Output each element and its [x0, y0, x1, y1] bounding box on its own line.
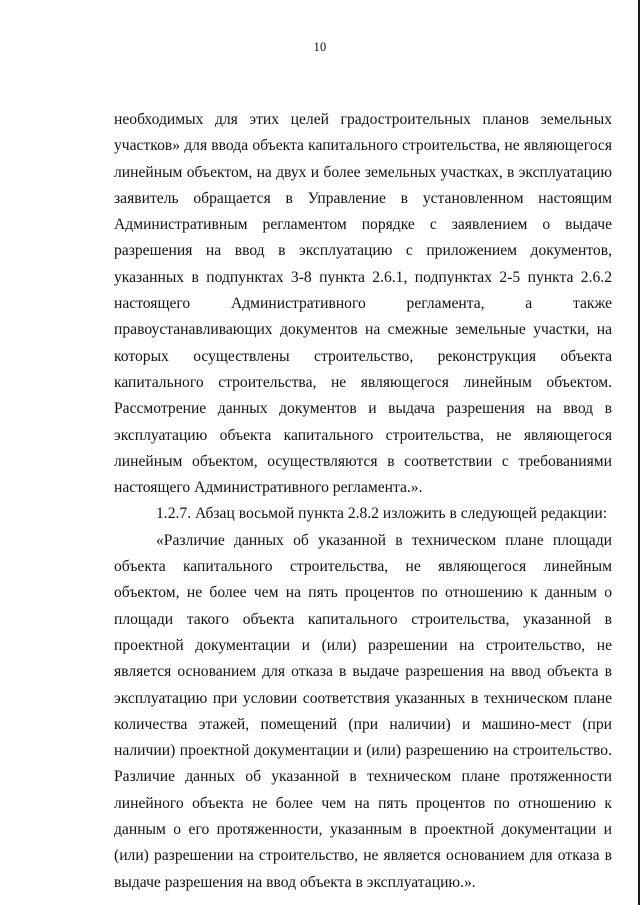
paragraph-continuation: необходимых для этих целей градостроительных планов земельных участков» для ввода объекта капитального строительства, не являющегося линейным объектом, на двух и более земельных участках, в эксплуатацию заявитель обращается в Управление в установленном настоящим Административным регламентом порядке с заявлением о выдаче разрешения на ввод в эксплуатацию с приложением документов, указанных в подпунктах 3-8 пункта 2.6.1, подпунктах 2-5 пункта 2.6.2 настоящего Административного регламента, а также правоустанавливающих документов на смежные земельные участки, на которых осуществлены строительство, реконструкция объекта капитального строительства, не являющегося линейным объектом. Рассмотрение данных документов и выдача разрешения на ввод в эксплуатацию объекта капитального строительства, не являющегося линейным объектом, осуществляются в соответствии с требованиями настоящего Административного регламента.».	[114, 111, 612, 497]
document-body	[114, 107, 612, 896]
paragraph-quoted-text: «Различие данных об указанной в техническом плане площади объекта капитального строительства, не являющегося линейным объектом, не более чем на пять процентов по отношению к данным о площади такого объекта капитального строительства, указанной в проектной документации и (или) разрешении на строительство, не является основанием для отказа в выдаче разрешения на ввод объекта в эксплуатацию при условии соответствия указанных в техническом плане количества этажей, помещений (при наличии) и машино-мест (при наличии) проектной документации и (или) разрешению на строительство. Различие данных об указанной в техническом плане протяженности линейного объекта не более чем на пять процентов по отношению к данным о его протяженности, указанным в проектной документации и (или) разрешении на строительство, не является основанием для отказа в выдаче разрешения на ввод объекта в эксплуатацию.».	[114, 531, 612, 891]
paragraph-amendment-heading: 1.2.7. Абзац восьмой пункта 2.8.2 изложить в следующей редакции:	[156, 505, 608, 523]
page-number: 10	[313, 40, 327, 54]
